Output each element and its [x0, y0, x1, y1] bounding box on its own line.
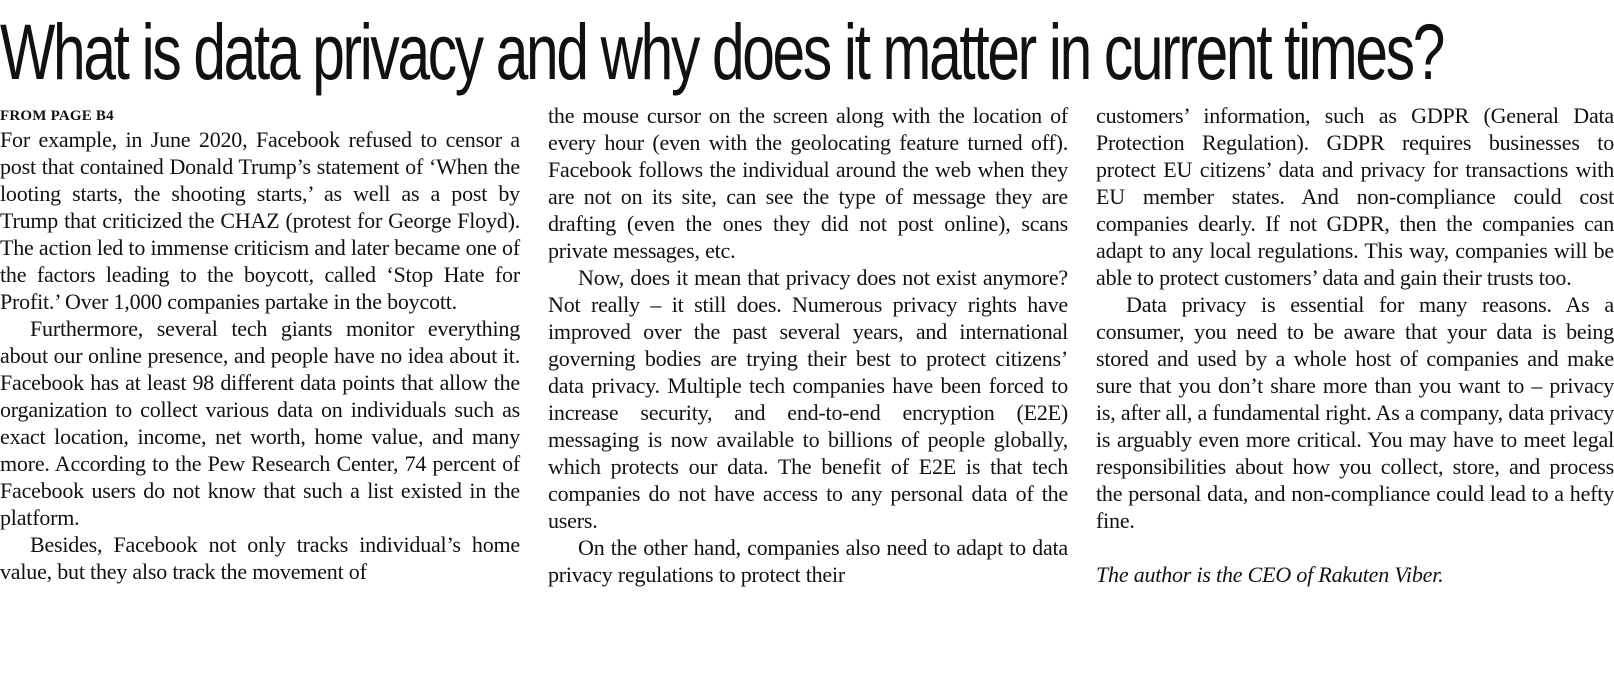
paragraph: For example, in June 2020, Facebook refused to censor a post that contained Donald Trump’s statement of ‘When the looting starts, the shooting starts,’ as well as a post by Trump that criticized the CHAZ (protest for George Floyd). The action led to immense criticism and later became one of the factors leading to the boycott, called ‘Stop Hate for Profit.’ Over 1,000 companies partake in the boycott. [0, 127, 520, 314]
headline: What is data privacy and why does it matter in current times? [0, 7, 1444, 96]
paragraph: Now, does it mean that privacy does not exist anymore? Not really – it still does. Numerous privacy rights have improved over the past several years, and international governing bodies are trying their best to protect citizens’ data privacy. Multiple tech companies have been forced to increase security, and end-to-end encryption (E2E) messaging is now available to billions of people globally, which protects our data. The benefit of E2E is that tech companies do not have access to any personal data of the users. [548, 265, 1068, 533]
paragraph: On the other hand, companies also need to adapt to data privacy regulations to protect their [548, 535, 1068, 587]
paragraph: Data privacy is essential for many reasons. As a consumer, you need to be aware that your data is being stored and used by a whole host of companies and make sure that you don’t share more than you want to – privacy is, after all, a fundamental right. As a company, data privacy is arguably even more critical. You may have to meet legal responsibilities about how you collect, store, and process the personal data, and non-compliance could lead to a hefty fine. [1096, 292, 1614, 533]
article-column-1 [0, 102, 520, 688]
article-column-3 [1096, 102, 1614, 688]
paragraph: Furthermore, several tech giants monitor everything about our online presence, and people have no idea about it. Facebook has at least 98 different data points that allow the organization to collect various data on individuals such as exact location, income, net worth, home value, and many more. According to the Pew Research Center, 74 percent of Facebook users do not know that such a list existed in the platform. [0, 316, 520, 530]
continued-from-label: FROM PAGE B4 [0, 108, 114, 124]
article-column-2 [548, 102, 1068, 688]
author-byline: The author is the CEO of Rakuten Viber. [1096, 562, 1444, 587]
paragraph: Besides, Facebook not only tracks individual’s home value, but they also track the movement of [0, 532, 520, 584]
paragraph: the mouse cursor on the screen along with the location of every hour (even with the geolocating feature turned off). Facebook follows the individual around the web when they are not on its site, can see the type of message they are drafting (even the ones they did not post online), scans private messages, etc. [548, 103, 1068, 263]
paragraph: customers’ information, such as GDPR (General Data Protection Regulation). GDPR requires businesses to protect EU citizens’ data and privacy for transactions with EU member states. And non-compliance could cost companies dearly. If not GDPR, then the companies can adapt to any local regulations. This way, companies will be able to protect customers’ data and gain their trusts too. [1096, 103, 1614, 290]
